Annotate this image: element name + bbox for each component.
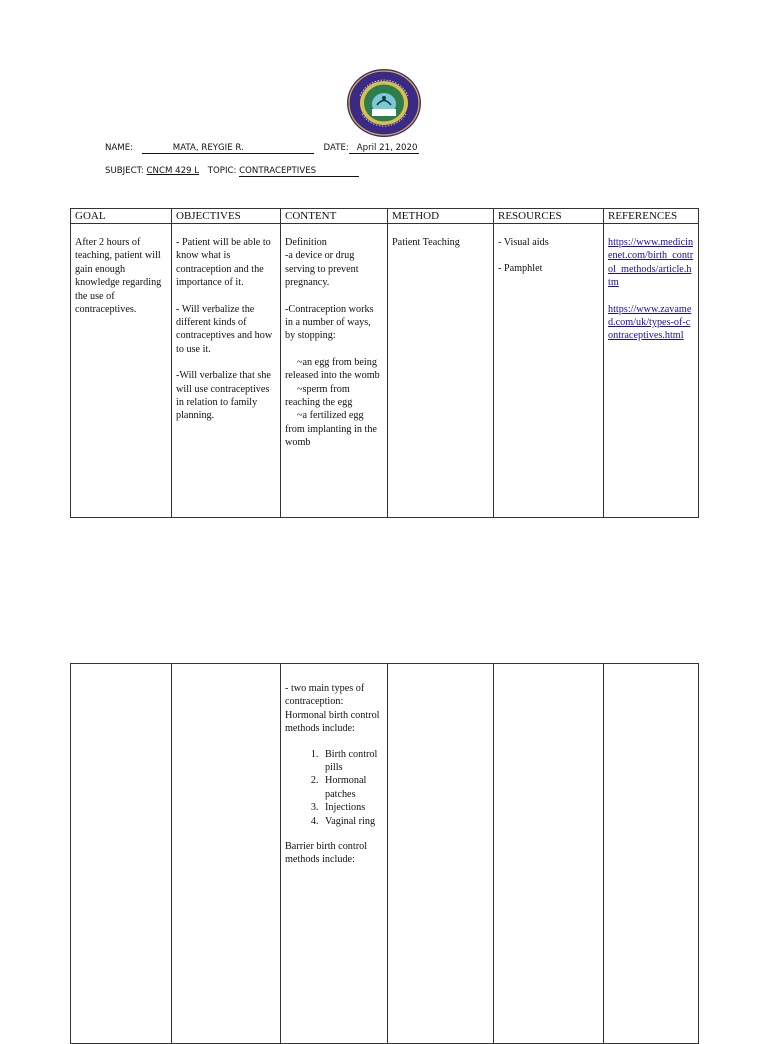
list-item: 1. Birth control pills <box>321 748 383 775</box>
goal-cell <box>71 664 172 1044</box>
column-header-method: METHOD <box>388 209 494 224</box>
references-cell <box>604 224 699 518</box>
column-header-objectives: OBJECTIVES <box>172 209 281 224</box>
objective-item: - Patient will be able to know what is contraception and the importance of it. <box>176 237 271 289</box>
list-item: 4. Vaginal ring <box>321 815 383 828</box>
teaching-plan-table-continued <box>70 663 699 1044</box>
date-label: DATE: <box>323 143 349 153</box>
method-cell <box>388 664 494 1044</box>
subject-topic-line <box>105 166 359 177</box>
contraception-way-item: ~a fertilized egg from implanting in the womb <box>285 410 377 449</box>
objective-item: - Will verbalize the different kinds of contraceptives and how to use it. <box>176 303 273 355</box>
hormonal-methods-title: Hormonal birth control methods include: <box>285 709 380 735</box>
subject-label: SUBJECT: <box>105 166 144 176</box>
definition-title: Definition <box>285 237 327 248</box>
topic-field <box>239 166 359 177</box>
list-item: 2. Hormonal patches <box>321 774 383 801</box>
definition-text: -a device or drug serving to prevent pregnancy. <box>285 250 359 289</box>
hormonal-methods-list <box>285 748 383 828</box>
objectives-cell <box>172 224 281 518</box>
resource-item: - Visual aids <box>498 237 549 248</box>
table-row <box>71 224 699 518</box>
objective-item: -Will verbalize that she will use contraceptives in relation to family planning. <box>176 370 271 422</box>
method-cell <box>388 224 494 518</box>
objectives-cell <box>172 664 281 1044</box>
resources-cell <box>494 224 604 518</box>
references-cell <box>604 664 699 1044</box>
reference-link[interactable]: https://www.medicinenet.com/birth_control_methods/article.htm <box>608 237 694 289</box>
list-item: 3. Injections <box>321 801 383 814</box>
name-date-line <box>105 143 419 154</box>
content-cell <box>281 664 388 1044</box>
resources-cell <box>494 664 604 1044</box>
method-text: Patient Teaching <box>392 237 460 248</box>
date-value: April 21, 2020 <box>356 143 418 153</box>
contraception-works-text: -Contraception works in a number of ways, by stopping: <box>285 303 374 342</box>
goal-text: After 2 hours of teaching, patient will gain enough knowledge regarding the use of contraceptives. <box>75 237 162 316</box>
contraception-types-intro: - two main types of contraception: <box>285 683 365 708</box>
table-header-row <box>71 209 699 224</box>
resource-item: - Pamphlet <box>498 263 543 275</box>
name-value: MATA, REYGIE R. <box>172 143 244 153</box>
name-field <box>142 143 314 154</box>
contraception-way-item: ~sperm from reaching the egg <box>285 383 353 409</box>
reference-link[interactable]: https://www.zavamed.com/uk/types-of-contraceptives.html <box>608 303 692 342</box>
column-header-references: REFERENCES <box>604 209 699 224</box>
content-cell <box>281 224 388 518</box>
topic-label: TOPIC: <box>207 166 237 176</box>
column-header-content: CONTENT <box>281 209 388 224</box>
name-label: NAME: <box>105 143 134 153</box>
barrier-methods-title: Barrier birth control methods include: <box>285 841 368 866</box>
goal-cell <box>71 224 172 518</box>
column-header-resources: RESOURCES <box>494 209 604 224</box>
teaching-plan-table <box>70 208 699 518</box>
contraception-way-item: ~an egg from being released into the womb <box>285 356 380 382</box>
university-seal-logo <box>346 68 422 138</box>
subject-value: CNCM 429 L <box>146 166 200 176</box>
date-field <box>349 143 419 154</box>
column-header-goal: GOAL <box>71 209 172 224</box>
table-row <box>71 664 699 1044</box>
topic-value: CONTRACEPTIVES <box>239 166 317 176</box>
